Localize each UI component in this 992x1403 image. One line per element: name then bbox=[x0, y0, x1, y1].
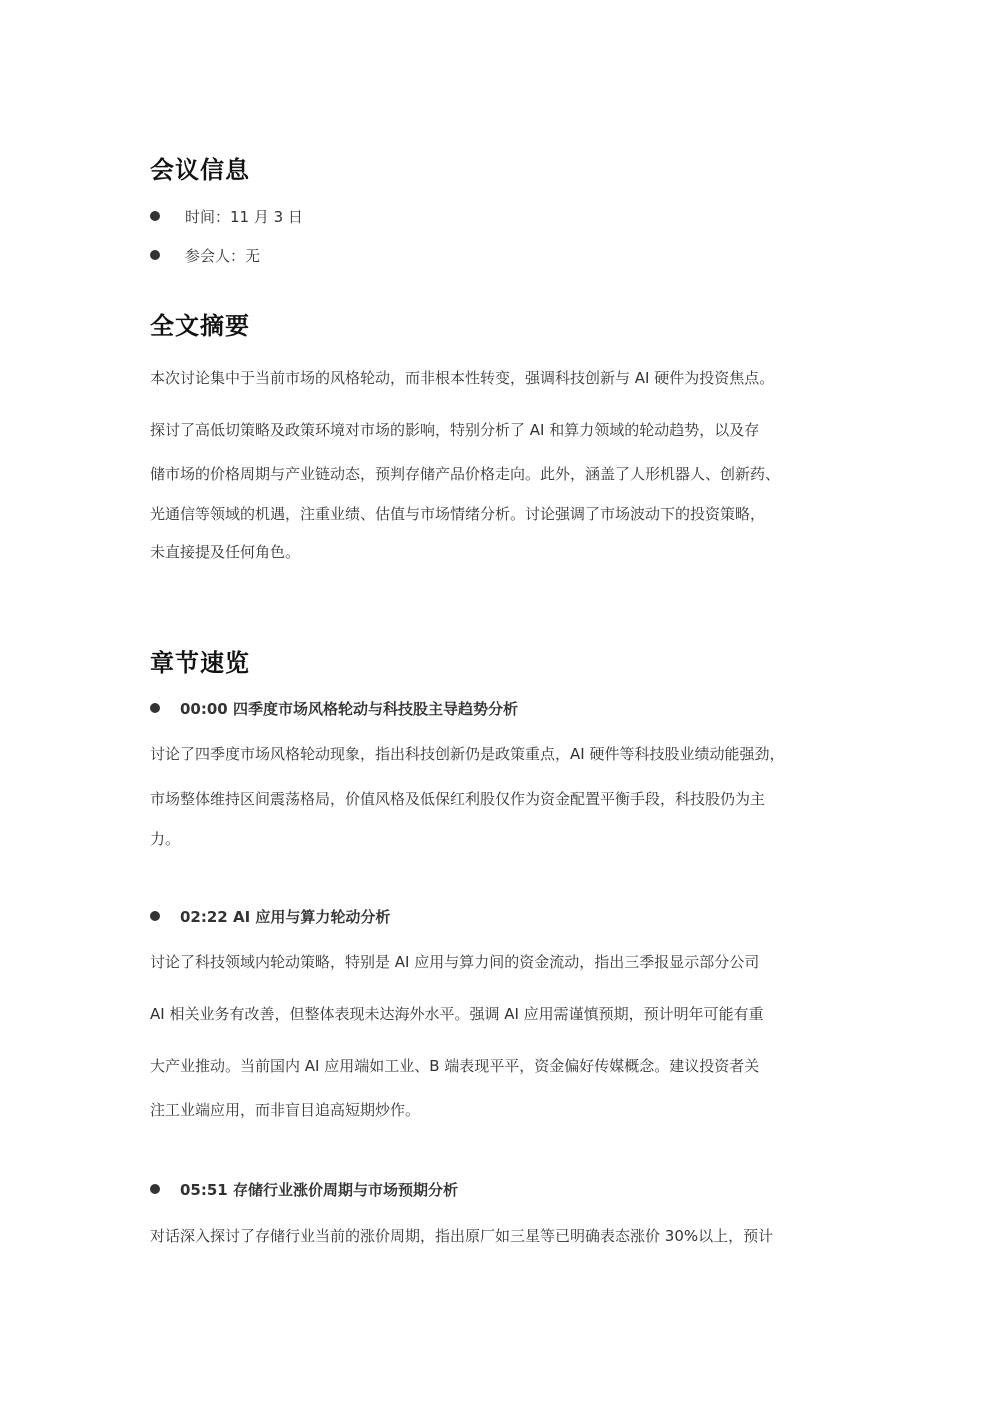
meeting-attendees-text: 参会人：无 bbox=[185, 246, 261, 265]
chapter-item-heading bbox=[150, 1178, 458, 1200]
chapter-heading-text: 02:22 AI 应用与算力轮动分析 bbox=[180, 907, 391, 926]
chapter-line: 大产业推动。当前国内 AI 应用端如工业、B 端表现平平，资金偏好传媒概念。建议投资者关 bbox=[150, 1057, 760, 1075]
chapter-item-body bbox=[150, 1225, 850, 1265]
summary-paragraph-1-text: 本次讨论集中于当前市场的风格轮动，而非根本性转变，强调科技创新与 AI 硬件为投资焦点。 bbox=[150, 369, 775, 387]
bullet-icon bbox=[150, 1184, 160, 1194]
bullet-icon bbox=[150, 250, 160, 260]
chapter-item-heading bbox=[150, 697, 518, 719]
bullet-icon bbox=[150, 911, 160, 921]
meeting-info-heading: 会议信息 bbox=[150, 156, 250, 184]
summary-heading: 全文摘要 bbox=[150, 312, 250, 340]
chapter-line: 力。 bbox=[150, 830, 181, 848]
summary-line: 光通信等领域的机遇，注重业绩、估值与市场情绪分析。讨论强调了市场波动下的投资策略， bbox=[150, 505, 766, 523]
bullet-icon bbox=[150, 211, 160, 221]
chapter-heading-text: 00:00 四季度市场风格轮动与科技股主导趋势分析 bbox=[180, 699, 518, 718]
chapter-line: 对话深入探讨了存储行业当前的涨价周期，指出原厂如三星等已明确表态涨价 30%以上，预计 bbox=[150, 1227, 774, 1245]
summary-paragraph-1 bbox=[150, 367, 850, 407]
meeting-time-text: 时间：11 月 3 日 bbox=[185, 207, 303, 226]
chapters-heading: 章节速览 bbox=[150, 649, 250, 677]
chapter-line: 市场整体维持区间震荡格局，价值风格及低保红利股仅作为资金配置平衡手段，科技股仍为主 bbox=[150, 790, 766, 808]
chapter-line: 注工业端应用，而非盲目追高短期炒作。 bbox=[150, 1101, 421, 1119]
summary-line: 未直接提及任何角色。 bbox=[150, 543, 301, 561]
summary-line: 探讨了高低切策略及政策环境对市场的影响，特别分析了 AI 和算力领域的轮动趋势，以及存 bbox=[150, 421, 760, 439]
chapter-item-body bbox=[150, 743, 850, 868]
chapter-line: 讨论了科技领域内轮动策略，特别是 AI 应用与算力间的资金流动，指出三季报显示部分公司 bbox=[150, 953, 760, 971]
chapter-line: 讨论了四季度市场风格轮动现象，指出科技创新仍是政策重点，AI 硬件等科技股业绩动能强劲， bbox=[150, 745, 785, 763]
bullet-icon bbox=[150, 703, 160, 713]
meeting-info-item-time bbox=[150, 205, 303, 227]
chapter-item-body bbox=[150, 951, 850, 1139]
chapter-line: AI 相关业务有改善，但整体表现未达海外水平。强调 AI 应用需谨慎预期，预计明年可能有重 bbox=[150, 1005, 764, 1023]
summary-paragraph-2 bbox=[150, 419, 850, 581]
chapter-item-heading bbox=[150, 905, 390, 927]
chapter-heading-text: 05:51 存储行业涨价周期与市场预期分析 bbox=[180, 1180, 458, 1199]
meeting-info-item-attendees bbox=[150, 244, 260, 266]
summary-line: 储市场的价格周期与产业链动态，预判存储产品价格走向。此外，涵盖了人形机器人、创新药、 bbox=[150, 465, 781, 483]
